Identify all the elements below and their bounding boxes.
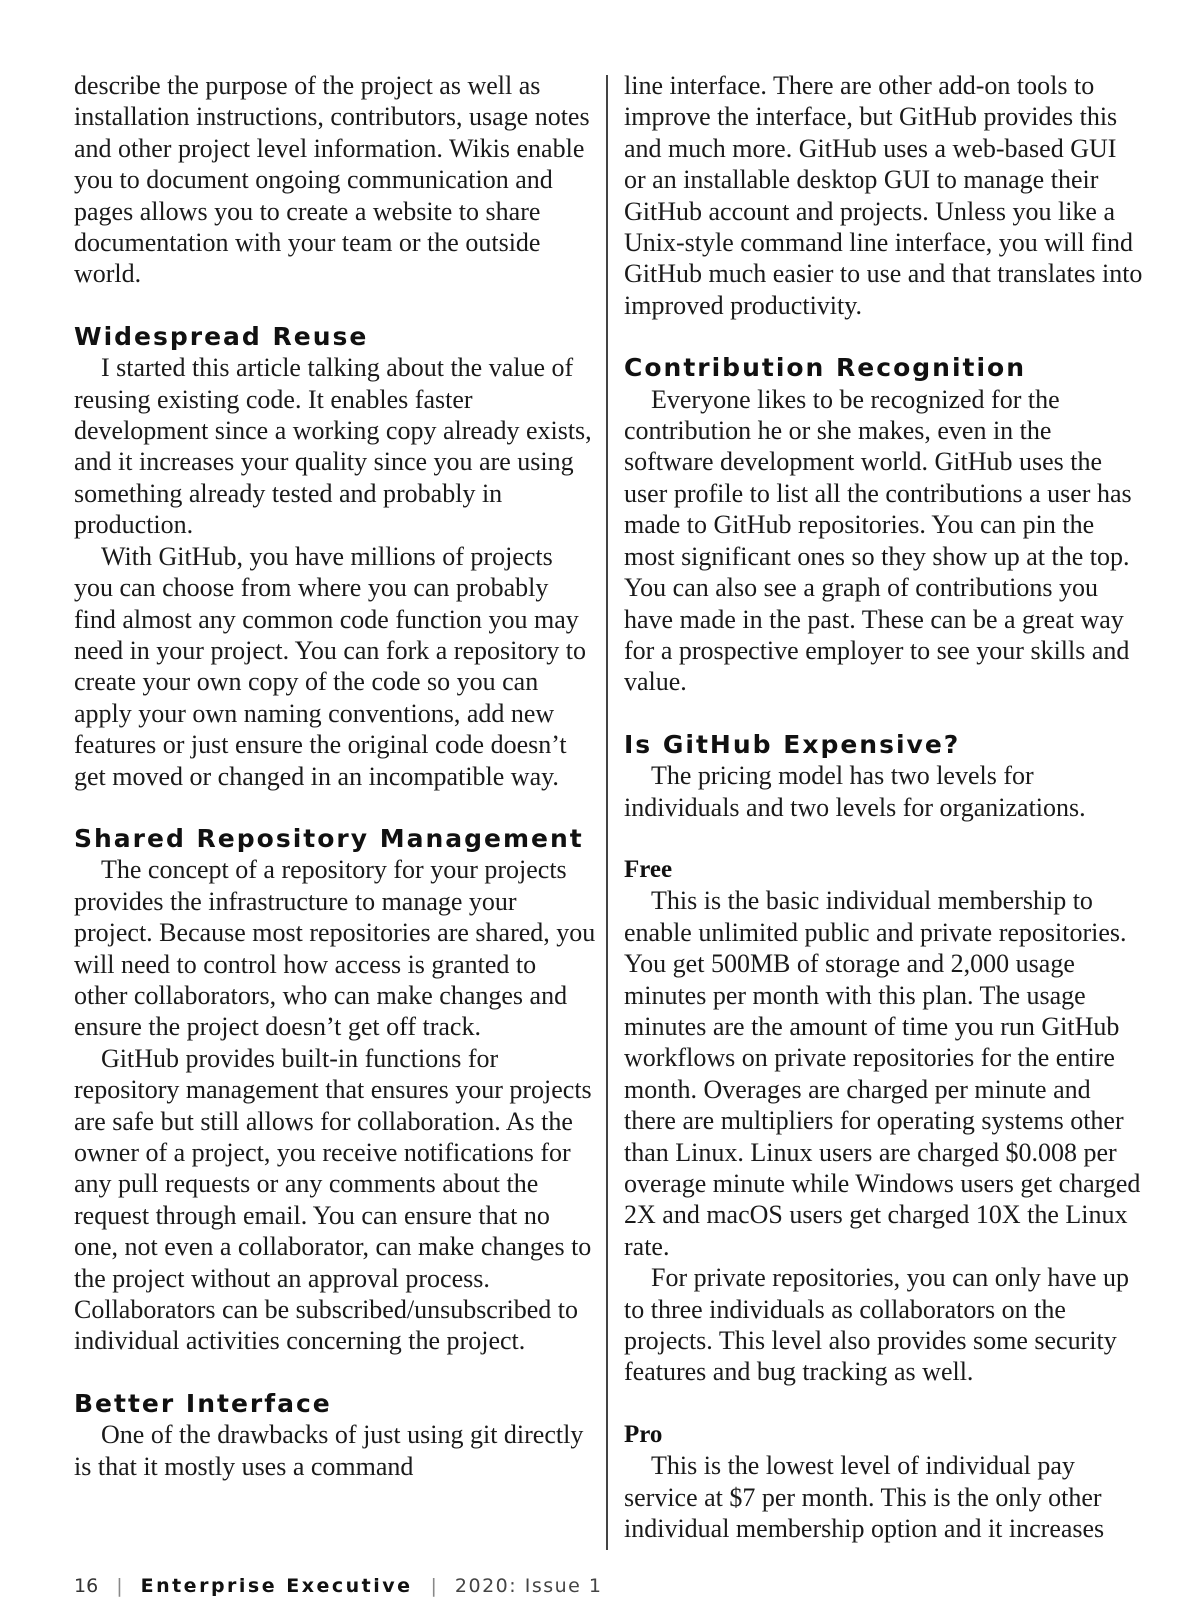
paragraph: GitHub provides built-in functions for repository management that ensures your projects are safe but still allows for collaboration. As the owner of a project, you receive notifications for any pull requests or any comments about the request through email. You can ensure that no one, not even a collaborator, can make changes to the project without an approval process. Collaborators can be subscribed/unsubscribed to individual activities concerning the project.	[74, 1043, 592, 1356]
page-footer	[74, 1575, 602, 1597]
footer-separator: |	[430, 1575, 437, 1597]
subsection-heading: Pro	[624, 1420, 663, 1448]
paragraph: With GitHub, you have millions of projects you can choose from where you can probably find almost any common code function you may need in your project. You can fork a repository to create your own copy of the code so you can apply your own naming conventions, add new features or just ensure the original code doesn’t get moved or changed in an incompatible way.	[74, 541, 586, 791]
publication-name: Enterprise Executive	[140, 1575, 413, 1597]
paragraph: The concept of a repository for your projects provides the infrastructure to manage your project. Because most repositories are shared, you will need to control how access is granted to other collaborators, who can make changes and ensure the project doesn’t get off track.	[74, 855, 596, 1042]
paragraph: Everyone likes to be recognized for the contribution he or she makes, even in the software development world. GitHub uses the user profile to list all the contributions a user has made to GitHub repositories. You can pin the most significant ones so they show up at the top. You can also see a graph of contributions you have made in the past. These can be a great way for a prospective employer to see your skills and value.	[624, 384, 1132, 697]
paragraph: describe the purpose of the project as well as installation instructions, contributors, usage notes and other project level information. Wikis enable you to document ongoing communication and pages allows you to create a website to share documentation with your team or the outside world.	[74, 71, 590, 289]
subsection-heading: Free	[624, 855, 673, 883]
paragraph: The pricing model has two levels for individuals and two levels for organizations.	[624, 761, 1086, 822]
page-number: 16	[74, 1575, 99, 1597]
paragraph: line interface. There are other add-on tools to improve the interface, but GitHub provides this and much more. GitHub uses a web-based GUI or an installable desktop GUI to manage their GitHub account and projects. Unless you like a Unix-style command line interface, you will find GitHub much easier to use and that translates into improved productivity.	[624, 71, 1143, 320]
paragraph: For private repositories, you can only have up to three individuals as collaborators on the projects. This level also provides some security features and bug tracking as well.	[624, 1263, 1129, 1387]
issue-label: 2020: Issue 1	[454, 1575, 603, 1597]
paragraph: This is the basic individual membership to enable unlimited public and private repositories. You get 500MB of storage and 2,000 usage minutes per month with this plan. The usage minutes are the amount of time you run GitHub workflows on private repositories for the entire month. Overages are charged per minute and there are multipliers for operating systems other than Linux. Linux users are charged $0.008 per overage minute while Windows users get charged 2X and macOS users get charged 10X the Linux rate.	[624, 886, 1141, 1261]
section-heading: Better Interface	[74, 1388, 332, 1418]
section-heading: Shared Repository Management	[74, 823, 584, 853]
footer-separator: |	[116, 1575, 123, 1597]
section-heading: Contribution Recognition	[624, 353, 1027, 383]
paragraph: One of the drawbacks of just using git directly is that it mostly uses a command	[74, 1420, 584, 1481]
right-column	[624, 70, 1144, 1544]
paragraph: This is the lowest level of individual pay service at $7 per month. This is the only other individual membership option and it increases	[624, 1451, 1105, 1544]
section-heading: Is GitHub Expensive?	[624, 729, 961, 759]
left-column	[74, 70, 596, 1482]
section-heading: Widespread Reuse	[74, 321, 369, 351]
paragraph: I started this article talking about the value of reusing existing code. It enables faster development since a working copy already exists, and it increases your quality since you are using something already tested and probably in production.	[74, 353, 592, 540]
column-divider	[606, 75, 608, 1550]
